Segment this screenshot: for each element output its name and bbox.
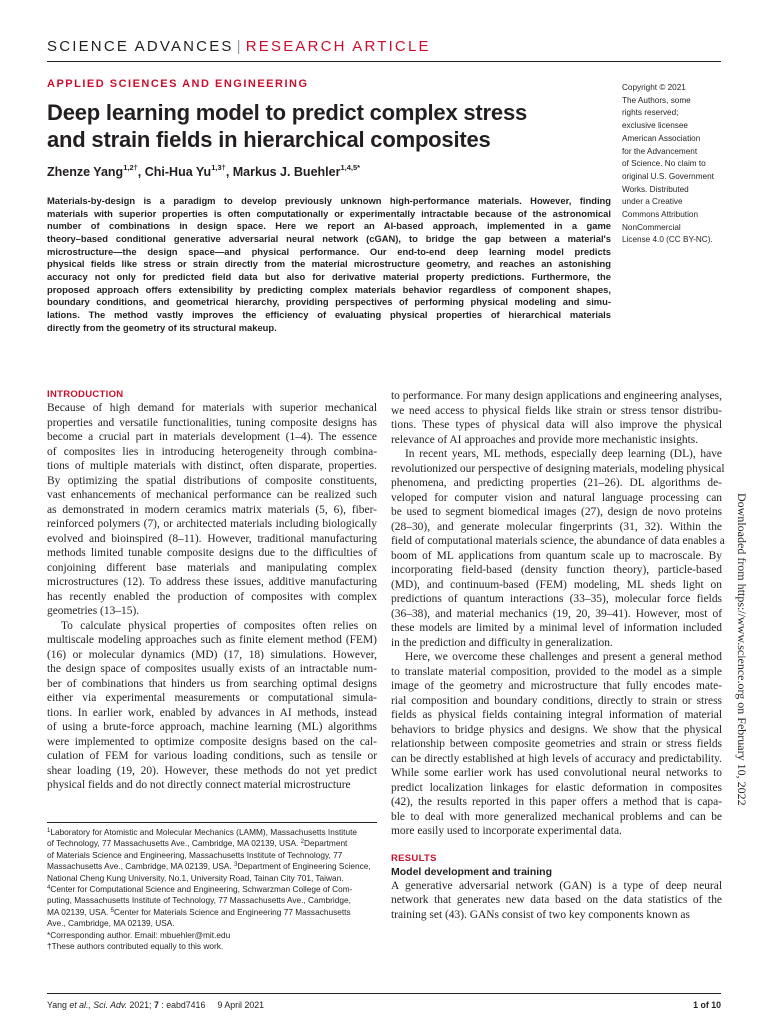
body-text-line: methods limited tunable composite designs due to the difficulties of	[47, 547, 377, 559]
body-text-line: more easily used to incorporate experimental data.	[391, 825, 622, 837]
author-affiliation: 1,4,5*	[340, 163, 361, 172]
copyright-line: License 4.0 (CC BY-NC).	[622, 235, 713, 245]
affiliation-line	[47, 884, 377, 895]
spacer	[391, 839, 722, 853]
body-text-line: either via experimental measurements or computational simula-	[47, 692, 377, 704]
body-text-line: Because of high demand for materials with superior mechanical	[47, 402, 377, 414]
body-text-line: relevance of AI approaches and provide more mechanistic insights.	[391, 433, 699, 446]
affiliation-text: Center for Computational Science and Engineering, Schwarzman College of Com-	[50, 884, 353, 895]
citation-year: 2021;	[127, 1000, 154, 1010]
body-text-line: become a crucial part in materials development (1–4). The essence	[47, 431, 377, 443]
abstract-line: proposed approach offers extensibility by predicting complex materials behavior regardless of component shapes,	[47, 283, 611, 295]
body-text-line: we need access to physical fields like strain or stress tensor distribu-	[391, 404, 722, 417]
results-heading: RESULTS	[391, 852, 437, 864]
body-text-line: as demonstrated in modern ceramics matrix materials (5, 6), fiber-	[47, 503, 377, 516]
body-text-line: be used to segment biomedical images (27), design de novo proteins	[391, 506, 722, 518]
article-title	[47, 99, 587, 153]
affiliations	[47, 827, 377, 952]
affiliation-text: Laboratory for Atomistic and Molecular Mechanics (LAMM), Massachusetts Institute	[50, 827, 357, 837]
affiliation-text: †These authors contributed equally to this work.	[47, 941, 224, 952]
body-text-line: these models are limited by a minimal level of information included	[391, 622, 722, 634]
affiliation-text: of Materials Science and Engineering, Massachusetts Institute of Technology, 77	[47, 849, 343, 860]
body-text-line: boom of ML applications from quantum scale up to macroscale. By	[391, 549, 722, 562]
body-text-line: network that generates new data based on the data statistics of the	[391, 894, 722, 906]
body-text-line: (16) or molecular dynamics (MD) (17, 18) simulations. However,	[47, 648, 377, 661]
body-text-line: field of computational materials science, the abundance of data enables a	[391, 535, 725, 547]
results-subheading: Model development and training	[391, 865, 553, 878]
author-name: Chi-Hua Yu	[144, 165, 212, 179]
body-text-line: While some earlier work has used convolutional neural networks to	[391, 767, 722, 779]
body-text-line: veloped for computer vision and natural language processing can	[391, 491, 722, 504]
body-text-line: multiscale modeling approaches such as finite element method (FEM)	[47, 634, 377, 646]
body-text-line: (28–30), and generate molecular fingerprints (31, 32). Within the	[391, 520, 722, 533]
body-text-line: properties and versatile functionalities, tuning composite designs has	[47, 416, 377, 429]
body-text-line: To calculate physical properties of composites often relies on	[61, 619, 377, 632]
affiliation-line	[47, 918, 377, 929]
section-label: APPLIED SCIENCES AND ENGINEERING	[47, 78, 309, 90]
abstract-line: boundary conditions, and geometrical hierarchy, providing perspectives of performing physical modeling and simu-	[47, 296, 611, 308]
affiliation-text: of Technology, 77 Massachusetts Ave., Cambridge, MA 02139, USA.	[47, 838, 301, 849]
body-text-line: to performance. For many design applications and engineering analyses,	[391, 390, 722, 402]
body-text-line: rial composition and boundary conditions, directly to strain or stress	[391, 694, 722, 707]
copyright-line: for the Advancement	[622, 146, 698, 156]
body-text-line: A generative adversarial network (GAN) is a type of deep neural	[391, 879, 722, 892]
left-column	[47, 389, 377, 793]
body-text-line: revolutionized our perspective of designing materials, modeling physical	[391, 462, 725, 475]
copyright-line: exclusive licensee	[622, 121, 688, 131]
copyright-line: original U.S. Government	[622, 171, 714, 181]
abstract-line: materials with superior properties is often computationally or experimentally intractable because of the astronomical	[47, 207, 611, 219]
copyright-line: American Association	[622, 133, 701, 143]
body-text-line: to translate material composition, provided to the model as a simple	[391, 665, 722, 678]
copyright-line: NonCommercial	[622, 222, 681, 232]
copyright-line: The Authors, some	[622, 95, 691, 105]
body-text-line: culation of FEM for various loading conditions, such as tensile or	[47, 750, 377, 762]
body-text-line: physical fields and do not directly connect material microstructure	[47, 779, 351, 791]
abstract-line: microstructure—the design space—and physical performance. Our end-to-end deep learning model predicts	[47, 245, 611, 257]
affiliation-text: puting, Massachusetts Institute of Technology, 77 Massachusetts Ave., Cambridge,	[47, 895, 351, 906]
abstract-line: Materials-by-design is a paradigm to develop previously unknown high-performance materials. However, finding	[47, 195, 611, 206]
body-text-line: phenomena, and predicting properties (21–26). DL algorithms de-	[391, 477, 722, 489]
citation-volume: 7	[153, 1000, 159, 1010]
body-text-line: of using a brute-force approach, machine learning (ML) algorithms	[47, 721, 377, 733]
corresponding-author	[47, 930, 377, 941]
body-text-line: predict localization linkages for elastic deformation in composites	[391, 781, 722, 794]
affiliation-line	[47, 907, 377, 918]
footer-rule	[47, 993, 721, 994]
affiliation-line	[47, 850, 377, 861]
body-text-line: geometries (13–15).	[47, 605, 140, 617]
abstract-line: directly from the geometry of its structural makeup.	[47, 321, 277, 333]
body-text-line: training set (43). GANs consist of two key components known as	[391, 908, 690, 921]
masthead-separator: |	[236, 38, 243, 55]
body-text-line: has recently enabled the production of composites with complex	[47, 590, 377, 603]
body-text-line: evolved and bioinspired (8–11). However, traditional manufacturing	[47, 532, 377, 545]
body-text-line: the design space of composites usually exists of an intractable num-	[47, 663, 377, 675]
title-line: Deep learning model to predict complex stress	[47, 100, 528, 125]
masthead-rule	[47, 61, 721, 62]
article-type: RESEARCH ARTICLE	[245, 38, 431, 55]
author-affiliation: 1,2†	[123, 163, 138, 172]
abstract-line: accuracy not only for predicted field data but also for derivative material property predictions. Furthermore, the	[47, 270, 611, 282]
affiliation-marker: 1	[47, 828, 51, 834]
journal-name: SCIENCE ADVANCES	[47, 38, 234, 55]
affiliation-rule	[47, 822, 377, 823]
body-text-line: incorporating field-based (density function theory), particle-based	[391, 564, 722, 576]
body-text-line: tions. In earlier work, enabled by advances in AI methods, instead	[47, 706, 377, 719]
affiliation-text: Massachusetts Ave., Cambridge, MA 02139, USA.	[47, 861, 235, 872]
abstract-line: theory–based conditional generative adversarial neural network (cGAN), to bridge the gap between a material's	[47, 232, 611, 244]
affiliation-text: *Corresponding author. Email: mbuehler@mit.edu	[47, 929, 231, 940]
journal-masthead	[47, 38, 431, 55]
citation-id-date: : eabd7416 9 April 2021	[158, 1000, 265, 1010]
abstract-line: number of combinations in design space. Here we report an AI-based approach, implemented in a game	[47, 220, 611, 232]
author-list: Zhenze Yang$^{1,2\dagger}$, Chi-Hua $Yu^{1,3\dagger}$, Markus J. Buehler$^{1,4,5*}$	[47, 163, 361, 179]
body-text-line: ber of combinations that hinders us from searching optimal designs	[47, 677, 377, 690]
affiliation-line	[47, 827, 377, 838]
copyright-line: Commons Attribution	[622, 210, 698, 220]
download-note: Downloaded from https://www.science.org on February 10, 2022	[735, 493, 749, 806]
affiliation-line	[47, 873, 377, 884]
abstract	[47, 195, 611, 334]
copyright-line: Works. Distributed	[622, 184, 689, 194]
body-text-line: reinforced polymers (7), or architected materials including biologically	[47, 518, 377, 530]
affiliation-text: National Cheng Kung University, No.1, University Road, Tainan City 701, Taiwan.	[47, 872, 344, 883]
title-line: and strain fields in hierarchical composites	[47, 127, 491, 152]
body-text-line: shear loading (19, 20). However, these methods do not yet predict	[47, 764, 377, 777]
right-column	[391, 389, 725, 922]
body-text-line: tions of multiple materials with distinct, often disparate, properties.	[47, 460, 377, 472]
body-text-line: image of the geometry and microstructure that fully encodes mate-	[391, 680, 722, 692]
affiliation-marker: 3	[234, 862, 238, 869]
citation-journal: et al., Sci. Adv.	[69, 1000, 128, 1010]
body-text-line: conjoining different base materials and manipulating complex	[47, 561, 377, 574]
introduction-text	[47, 401, 377, 793]
affiliation-text: Ave., Cambridge, MA 02139, USA.	[47, 918, 175, 929]
body-text-line: behaviors to bridge physics and designs. We show that the physical	[391, 723, 722, 736]
body-text-line: ble to deal with more generalized mechanical problems and can be	[391, 810, 722, 823]
affiliation-text: Department of Engineering Science,	[237, 861, 371, 872]
citation-author: Yang	[47, 1000, 70, 1010]
affiliation-marker: 4	[47, 885, 51, 892]
body-text-line: in the prediction and difficulty in generalization.	[391, 636, 613, 649]
body-text-line: tions. These types of physical data will also improve the physical	[391, 419, 722, 431]
body-text-line: predictions of quantum interactions (33–35), molecular force fields	[391, 593, 722, 605]
body-text-line: of composites lies in introducing heterogeneity through combina-	[47, 445, 377, 458]
affiliation-text: MA 02139, USA.	[47, 906, 111, 917]
footer-citation	[47, 1000, 264, 1010]
author-affiliation: 1,3†	[211, 163, 226, 172]
equal-contribution-note	[47, 941, 377, 952]
body-text-line: were implemented to optimize composite designs based on the cal-	[47, 735, 377, 748]
body-text-line: (MD), and continuum-based (FEM) modeling, ML sheds light on	[391, 578, 722, 591]
affiliation-text: Department	[304, 838, 348, 849]
body-text-line: microstructures (12). To address these issues, additive manufacturing	[47, 576, 377, 588]
body-text-line: In recent years, ML methods, especially deep learning (DL), have	[405, 448, 722, 460]
author-name: Markus J. Buehler	[232, 165, 341, 179]
abstract-line: lations. The method vastly improves the efficiency of evaluating physical properties of hierarchical materials	[47, 308, 611, 320]
introduction-text-continued	[391, 389, 725, 839]
affiliation-line	[47, 895, 377, 906]
affiliation-marker: 2	[300, 839, 305, 846]
results-text	[391, 879, 722, 923]
body-text-line: can be directly established at high levels of accuracy and predictability.	[391, 752, 722, 765]
copyright-line: under a Creative	[622, 197, 683, 207]
affiliation-line	[47, 861, 377, 872]
body-text-line: By optimizing the spatial distributions of composite constituents,	[47, 474, 377, 487]
affiliation-text: Center for Materials Science and Engineering 77 Massachusetts	[114, 906, 351, 917]
body-text-line: fields as physical fields containing integral information of material	[391, 709, 722, 721]
affiliation-marker: 5	[110, 907, 114, 914]
page-number: 1 of 10	[693, 1000, 721, 1010]
body-text-line: Here, we overcome these challenges and present a general method	[405, 651, 722, 663]
body-text-line: relationship between composite geometries and strain or stress fields	[391, 738, 722, 750]
copyright-line: of Science. No claim to	[622, 159, 706, 169]
abstract-line: physical fields like stress or strain directly from the material microstructure geometry, and reaches an astonishing	[47, 258, 611, 270]
body-text-line: vast enhancements of mechanical performance can be realized such	[47, 489, 377, 501]
copyright-line: rights reserved;	[622, 108, 679, 118]
introduction-heading: INTRODUCTION	[47, 389, 124, 400]
author-name: Zhenze Yang	[47, 165, 124, 179]
affiliation-line	[47, 838, 377, 849]
body-text-line: (42), the results reported in this paper offers a method that is capa-	[391, 796, 722, 808]
body-text-line: (36–38), and material mechanics (19, 20, 39–41). However, most of	[391, 607, 722, 620]
copyright-line: Copyright © 2021	[622, 83, 686, 92]
copyright-notice	[622, 82, 726, 247]
